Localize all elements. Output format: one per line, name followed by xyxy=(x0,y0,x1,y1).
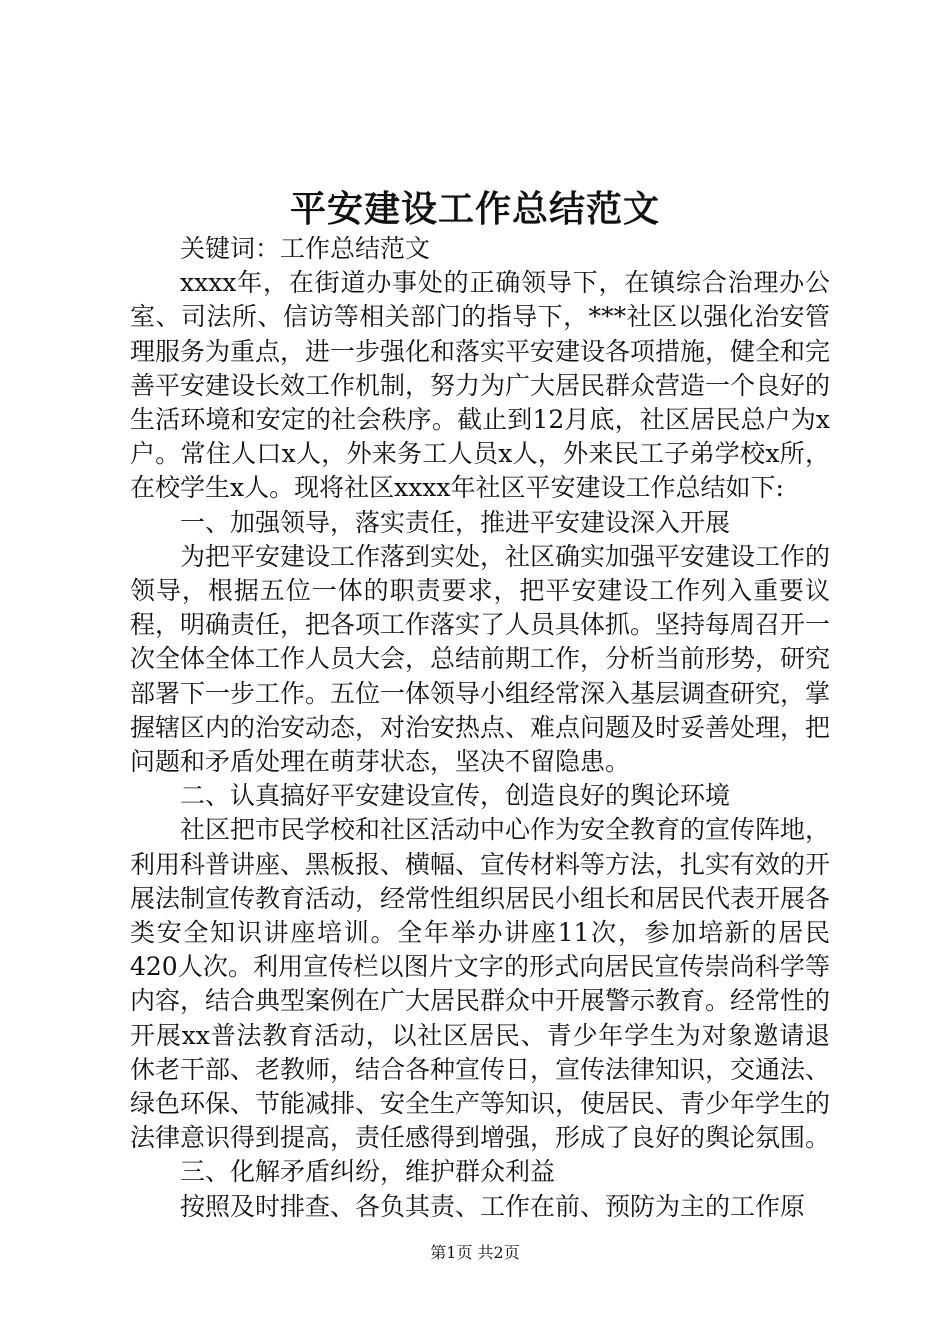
section-paragraph-1: 为把平安建设工作落到实处，社区确实加强平安建设工作的领导，根据五位一体的职责要求，把平安建设工作列入重要议程，明确责任，把各项工作落实了人员具体抓。坚持每周召开一次全体全体工作人员大会，总结前期工作，分析当前形势，研究部署下一步工作。五位一体领导小组经常深入基层调查研究，掌握辖区内的治安动态，对治安热点、难点问题及时妥善处理，把问题和矛盾处理在萌芽状态，坚决不留隐患。 xyxy=(130,541,831,777)
document-title: 平安建设工作总结范文 xyxy=(289,188,660,230)
intro-paragraph: xxxx年，在街道办事处的正确领导下，在镇综合治理办公室、司法所、信访等相关部门的指导下，***社区以强化治安管理服务为重点，进一步强化和落实平安建设各项措施，健全和完善平安建设长效工作机制，努力为广大居民群众营造一个良好的生活环境和安定的社会秩序。截止到12月底，社区居民总户为x户。常住人口x人，外来务工人员x人，外来民工子弟学校x所，在校学生x人。现将社区xxxx年社区平安建设工作总结如下: xyxy=(130,268,831,503)
page-number-footer: 第1页 共2页 xyxy=(430,1243,520,1262)
section-paragraph-3: 按照及时排查、各负其责、工作在前、预防为主的工作原 xyxy=(180,1191,806,1221)
section-heading-1: 一、加强领导，落实责任，推进平安建设深入开展 xyxy=(180,507,731,537)
section-heading-2: 二、认真搞好平安建设宣传，创造良好的舆论环境 xyxy=(180,781,731,811)
section-heading-3: 三、化解矛盾纠纷，维护群众利益 xyxy=(180,1157,556,1187)
document-body xyxy=(130,232,830,1224)
keywords-line: 关键词：工作总结范文 xyxy=(180,234,431,263)
section-paragraph-2: 社区把市民学校和社区活动中心作为安全教育的宣传阵地，利用科普讲座、黑板报、横幅、宣传材料等方法，扎实有效的开展法制宣传教育活动，经常性组织居民小组长和居民代表开展各类安全知识讲座培训。全年举办讲座11次，参加培新的居民420人次。利用宣传栏以图片文字的形式向居民宣传崇尚科学等内容，结合典型案例在广大居民群众中开展警示教育。经常性的开展xx普法教育活动，以社区居民、青少年学生为对象邀请退休老干部、老教师，结合各种宣传日，宣传法律知识，交通法、绿色环保、节能减排、安全生产等知识，使居民、青少年学生的法律意识得到提高，责任感得到增强，形成了良好的舆论氛围。 xyxy=(130,815,831,1153)
